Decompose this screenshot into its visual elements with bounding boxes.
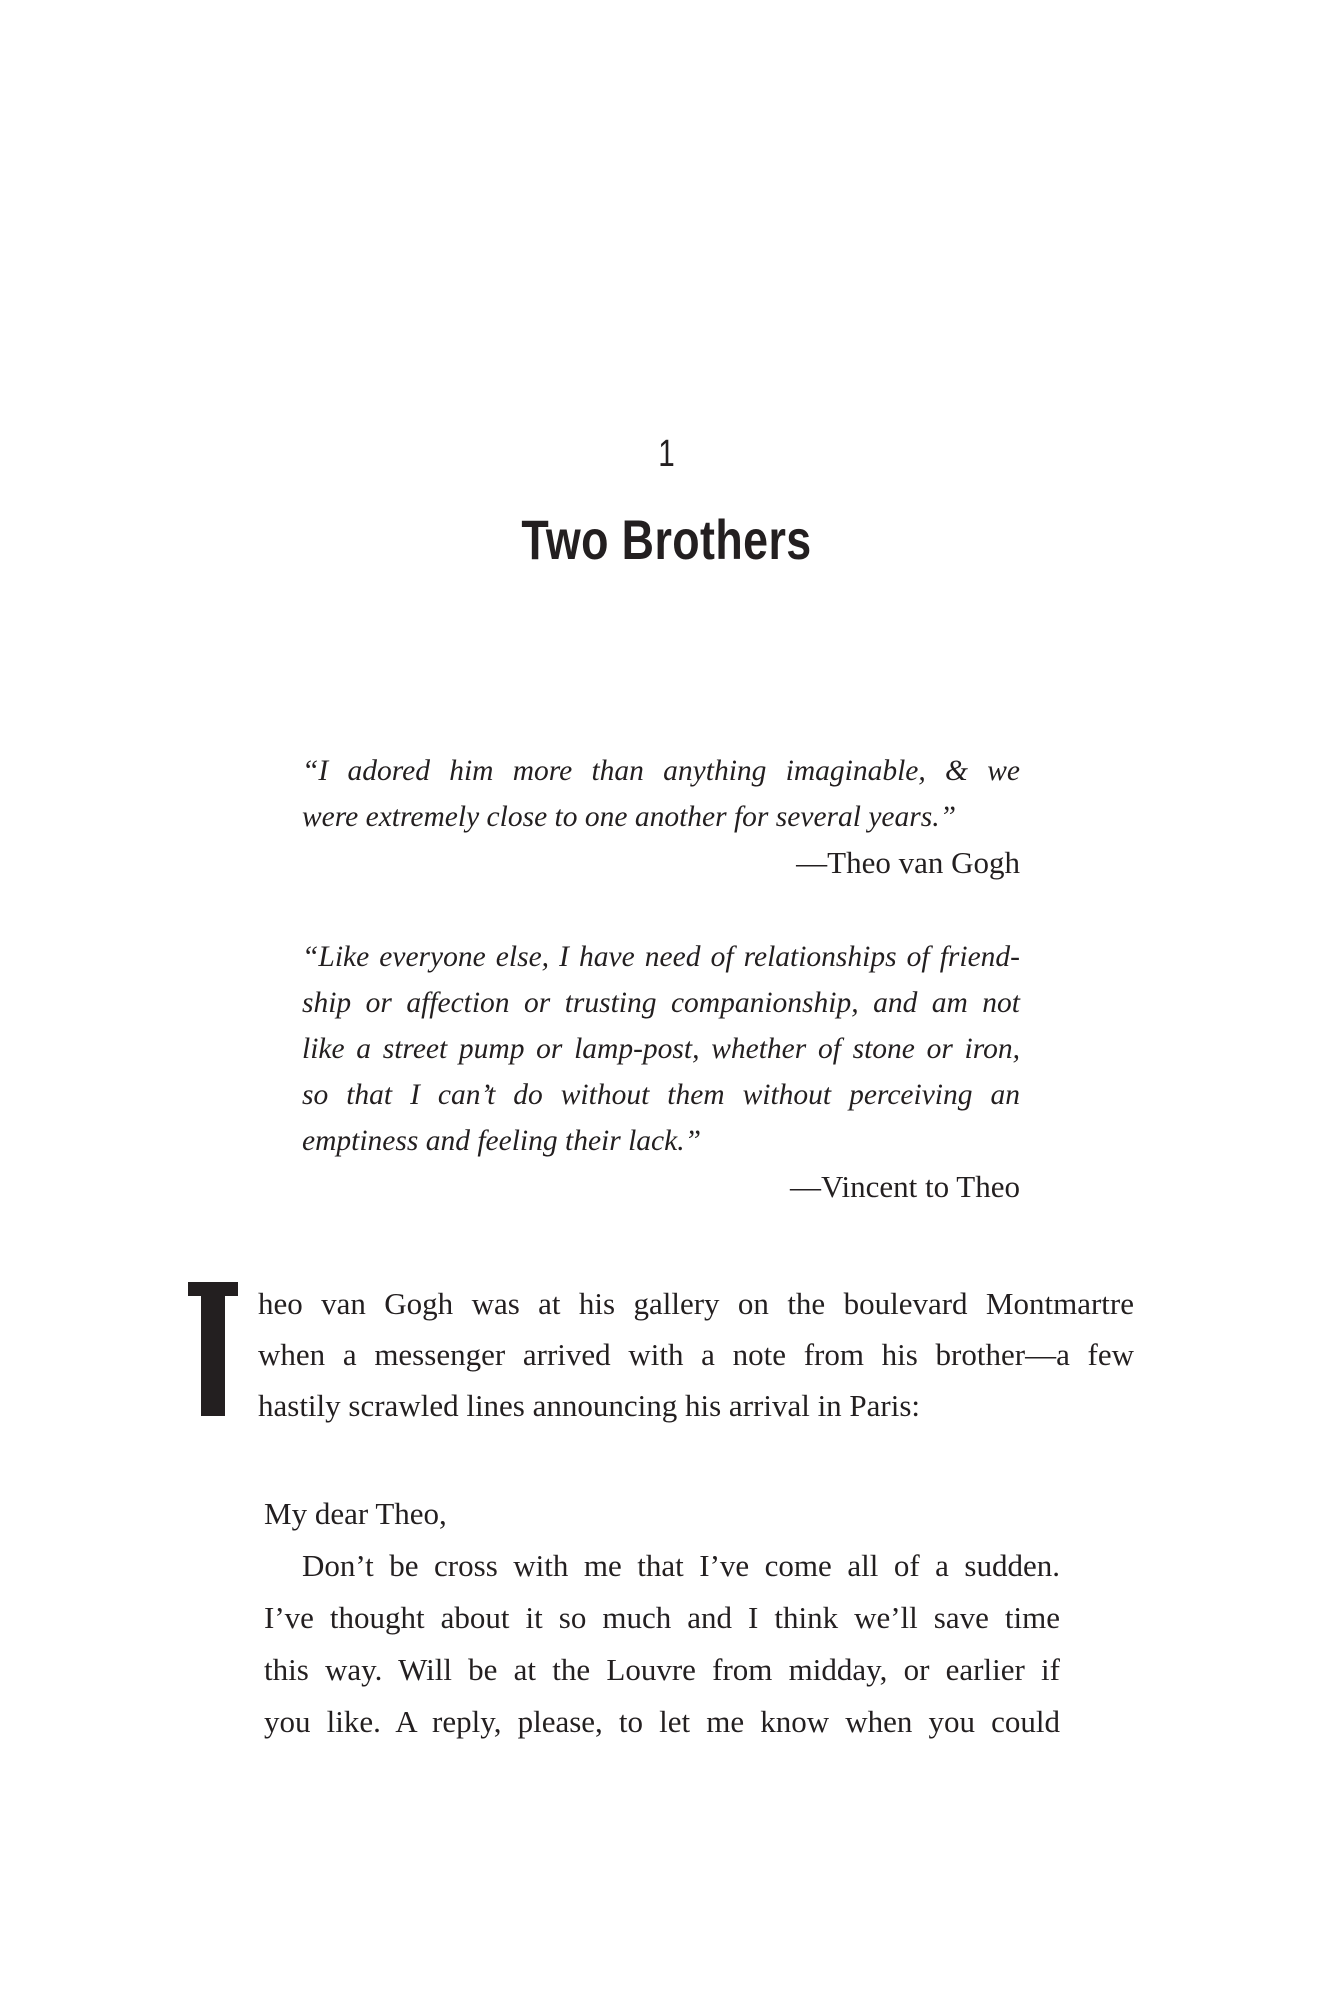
epigraph-theo: [302, 748, 1020, 886]
letter-salutation: My dear Theo,: [264, 1496, 447, 1531]
epigraph-line: were extremely close to one another for several years.”: [302, 801, 957, 833]
epigraph-line: so that I can’t do without them without perceiving an: [302, 1079, 1020, 1111]
chapter-number: 1: [658, 433, 675, 475]
epigraph-line: “I adored him more than anything imaginable, & we: [302, 755, 1020, 787]
epigraph-line: emptiness and feeling their lack.”: [302, 1125, 701, 1157]
letter-line: Don’t be cross with me that I’ve come all of a sudden.: [302, 1548, 1060, 1583]
paragraph-line: heo van Gogh was at his gallery on the boulevard Montmartre: [258, 1286, 1134, 1321]
chapter-title: Two Brothers: [521, 508, 812, 571]
epigraph-attribution: —Vincent to Theo: [789, 1169, 1020, 1204]
letter-block: [264, 1488, 1060, 1748]
drop-cap: [188, 1282, 238, 1416]
letter-line: you like. A reply, please, to let me know when you could: [264, 1704, 1060, 1739]
paragraph-line: when a messenger arrived with a note from his brother—a few: [258, 1337, 1134, 1372]
opening-paragraph: [258, 1278, 1134, 1431]
paragraph-line: hastily scrawled lines announcing his arrival in Paris:: [258, 1388, 921, 1423]
epigraph-line: like a street pump or lamp-post, whether of stone or iron,: [302, 1033, 1020, 1065]
letter-line: this way. Will be at the Louvre from midday, or earlier if: [264, 1652, 1060, 1687]
epigraph-line: ship or affection or trusting companionship, and am not: [302, 987, 1020, 1019]
letter-line: I’ve thought about it so much and I think we’ll save time: [264, 1600, 1060, 1635]
epigraph-vincent: [302, 934, 1020, 1210]
epigraph-attribution: —Theo van Gogh: [796, 845, 1020, 880]
epigraph-line: “Like everyone else, I have need of relationships of friend-: [302, 941, 1020, 973]
